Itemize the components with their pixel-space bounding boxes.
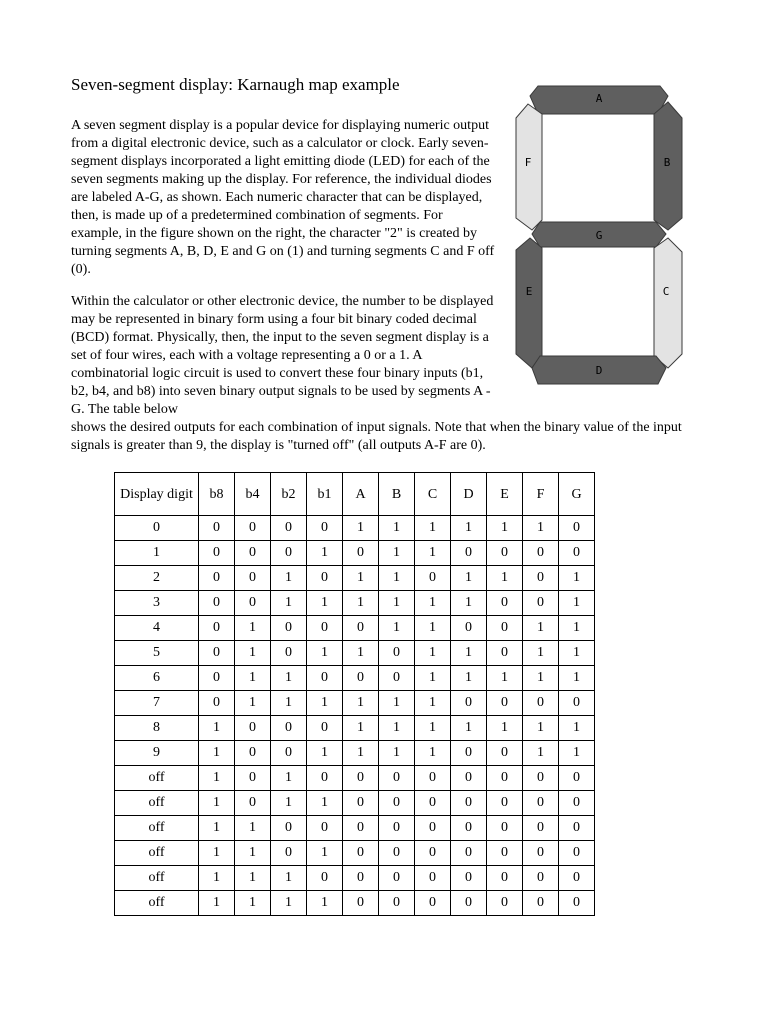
table-cell: 0 [379,666,415,691]
header-b8: b8 [199,473,235,516]
table-cell: 0 [415,766,451,791]
table-cell: 1 [523,616,559,641]
table-cell: 0 [415,866,451,891]
table-cell: 0 [379,766,415,791]
table-cell: 0 [559,866,595,891]
table-cell: 0 [487,541,523,566]
table-cell: 1 [271,891,307,916]
table-cell: 0 [559,891,595,916]
table-row [115,791,595,816]
table-cell: 1 [451,516,487,541]
table-cell: 0 [271,641,307,666]
display-digit-cell: off [115,891,199,916]
header-A: A [343,473,379,516]
table-cell: 1 [415,616,451,641]
header-row [115,473,595,516]
bcd-paragraph: Within the calculator or other electronic device, the number to be displayed may be represented in binary form using a four bit binary coded decimal (BCD) format. Physically, then, the input to the seven segment display is a set of four wires, each with a voltage representing a 0 or a 1. A combinatorial logic circuit is used to convert these four binary inputs (b1, b2, b4, and b8) into seven binary output signals to be used by segments A - G. The table below [71,294,494,417]
table-cell: 0 [199,516,235,541]
table-cell: 1 [271,691,307,716]
table-cell: 0 [487,791,523,816]
table-cell: 0 [451,891,487,916]
table-cell: 1 [379,566,415,591]
segment-label-E: E [525,285,533,298]
segment-label-D: D [595,364,603,377]
table-cell: 1 [415,516,451,541]
table-cell: 0 [415,791,451,816]
table-cell: 1 [343,716,379,741]
display-digit-cell: off [115,766,199,791]
table-cell: 0 [343,791,379,816]
table-row [115,591,595,616]
table-cell: 1 [307,841,343,866]
table-cell: 0 [451,841,487,866]
header-E: E [487,473,523,516]
table-row [115,716,595,741]
table-cell: 1 [271,591,307,616]
table-cell: 1 [415,716,451,741]
table-cell: 1 [307,741,343,766]
table-cell: 1 [451,641,487,666]
table-cell: 1 [451,591,487,616]
table-cell: 0 [199,566,235,591]
table-cell: 0 [523,591,559,616]
display-digit-cell: 9 [115,741,199,766]
table-cell: 0 [487,866,523,891]
display-digit-cell: 4 [115,616,199,641]
table-cell: 0 [271,541,307,566]
table-cell: 1 [451,566,487,591]
table-cell: 0 [523,541,559,566]
display-digit-cell: off [115,841,199,866]
table-cell: 0 [307,816,343,841]
table-cell: 1 [379,591,415,616]
table-cell: 1 [523,741,559,766]
table-cell: 1 [235,616,271,641]
table-cell: 0 [307,866,343,891]
table-cell: 1 [415,641,451,666]
table-row [115,866,595,891]
segment-label-C: C [662,285,670,298]
table-cell: 0 [559,816,595,841]
header-b4: b4 [235,473,271,516]
truth-table-body [115,516,595,916]
table-cell: 1 [343,516,379,541]
table-cell: 1 [271,866,307,891]
table-cell: 1 [379,716,415,741]
table-cell: 1 [271,766,307,791]
table-cell: 1 [559,641,595,666]
table-cell: 1 [523,716,559,741]
table-cell: 1 [343,741,379,766]
table-cell: 0 [199,666,235,691]
table-cell: 1 [379,616,415,641]
table-cell: 0 [307,566,343,591]
table-cell: 1 [199,741,235,766]
table-cell: 1 [199,891,235,916]
table-cell: 1 [451,716,487,741]
table-cell: 0 [487,641,523,666]
table-cell: 0 [235,516,271,541]
table-cell: 0 [379,841,415,866]
table-cell: 0 [199,616,235,641]
table-cell: 0 [343,766,379,791]
table-cell: 0 [271,841,307,866]
table-cell: 1 [343,691,379,716]
table-cell: 0 [523,816,559,841]
table-cell: 1 [559,666,595,691]
header-b2: b2 [271,473,307,516]
table-cell: 0 [307,666,343,691]
table-cell: 0 [235,741,271,766]
table-cell: 0 [271,616,307,641]
table-cell: 0 [523,866,559,891]
table-cell: 1 [523,516,559,541]
table-cell: 1 [199,791,235,816]
table-cell: 0 [343,841,379,866]
table-cell: 0 [559,791,595,816]
segment-E [516,238,542,368]
table-cell: 1 [559,716,595,741]
table-cell: 1 [379,541,415,566]
table-cell: 0 [559,541,595,566]
table-row [115,641,595,666]
table-cell: 0 [415,841,451,866]
table-cell: 0 [343,541,379,566]
table-cell: 1 [379,516,415,541]
table-cell: 0 [379,891,415,916]
segment-label-A: A [595,92,603,105]
table-cell: 0 [523,841,559,866]
table-cell: 1 [379,741,415,766]
table-cell: 1 [415,591,451,616]
table-cell: 0 [271,816,307,841]
table-cell: 1 [379,691,415,716]
table-cell: 1 [559,741,595,766]
table-cell: 1 [523,666,559,691]
table-cell: 1 [559,566,595,591]
table-cell: 1 [487,566,523,591]
table-cell: 0 [415,891,451,916]
table-cell: 0 [451,691,487,716]
truth-table-header [115,473,595,516]
table-cell: 0 [199,591,235,616]
table-cell: 1 [235,816,271,841]
truth-table [114,472,595,916]
display-digit-cell: off [115,866,199,891]
table-row [115,666,595,691]
table-cell: 1 [415,541,451,566]
table-cell: 1 [271,666,307,691]
header-display-digit: Display digit [115,473,199,516]
table-cell: 0 [487,816,523,841]
table-cell: 0 [487,691,523,716]
table-row [115,616,595,641]
header-C: C [415,473,451,516]
table-cell: 1 [559,616,595,641]
table-cell: 0 [415,566,451,591]
segment-label-F: F [524,156,532,169]
table-cell: 0 [199,641,235,666]
table-cell: 0 [271,716,307,741]
table-row [115,541,595,566]
display-digit-cell: 2 [115,566,199,591]
table-cell: 0 [559,691,595,716]
table-cell: 0 [451,816,487,841]
table-cell: 1 [307,691,343,716]
table-cell: 1 [487,666,523,691]
table-cell: 0 [487,741,523,766]
header-b1: b1 [307,473,343,516]
table-row [115,566,595,591]
display-digit-cell: 5 [115,641,199,666]
table-cell: 0 [379,791,415,816]
table-cell: 0 [451,766,487,791]
table-cell: 1 [235,891,271,916]
table-cell: 1 [343,591,379,616]
display-digit-cell: 8 [115,716,199,741]
table-cell: 1 [559,591,595,616]
table-cell: 1 [271,566,307,591]
table-cell: 0 [451,866,487,891]
table-cell: 1 [199,816,235,841]
table-row [115,741,595,766]
table-cell: 0 [379,816,415,841]
table-cell: 1 [199,716,235,741]
table-cell: 1 [307,541,343,566]
table-cell: 0 [235,566,271,591]
table-cell: 0 [415,816,451,841]
table-row [115,841,595,866]
table-cell: 0 [487,591,523,616]
table-cell: 0 [451,616,487,641]
table-cell: 0 [451,791,487,816]
table-cell: 0 [235,766,271,791]
display-digit-cell: 1 [115,541,199,566]
table-cell: 1 [415,691,451,716]
table-cell: 0 [235,716,271,741]
table-cell: 1 [307,791,343,816]
seven-segment-display [512,82,686,388]
table-cell: 0 [199,541,235,566]
table-cell: 0 [523,791,559,816]
display-digit-cell: off [115,816,199,841]
table-cell: 0 [307,616,343,641]
table-intro-paragraph: shows the desired outputs for each combination of input signals. Note that when the binary value of the input signals is greater than 9, the display is "turned off" (all outputs A-F are 0). [71,420,682,453]
intro-paragraph: A seven segment display is a popular device for displaying numeric output from a digital electronic device, such as a calculator or clock. Early seven-segment displays incorporated a light emitting diode (LED) for each of the seven segments making up the display. For reference, the individual diodes are labeled A-G, as shown. Each numeric character that can be displayed, then, is made up of a predetermined combination of segments. For example, in the figure shown on the right, the character "2" is created by turning segments A, B, D, E and G on (1) and turning segments C and F off (0). [71,118,495,277]
table-cell: 1 [235,691,271,716]
table-cell: 0 [307,766,343,791]
table-cell: 0 [343,816,379,841]
table-cell: 1 [307,641,343,666]
table-cell: 0 [523,566,559,591]
table-cell: 1 [307,891,343,916]
display-digit-cell: 3 [115,591,199,616]
header-F: F [523,473,559,516]
table-cell: 1 [235,866,271,891]
table-cell: 0 [487,766,523,791]
display-digit-cell: 0 [115,516,199,541]
display-digit-cell: 6 [115,666,199,691]
table-cell: 1 [199,841,235,866]
table-cell: 0 [271,516,307,541]
table-cell: 0 [379,641,415,666]
display-digit-cell: off [115,791,199,816]
display-digit-cell: 7 [115,691,199,716]
table-cell: 1 [307,591,343,616]
header-G: G [559,473,595,516]
segment-label-G: G [595,229,603,242]
table-row [115,691,595,716]
table-cell: 0 [307,716,343,741]
table-cell: 0 [559,516,595,541]
table-cell: 1 [415,741,451,766]
table-cell: 0 [523,766,559,791]
table-cell: 0 [523,691,559,716]
table-cell: 0 [235,791,271,816]
table-cell: 0 [379,866,415,891]
table-cell: 1 [235,666,271,691]
table-row [115,816,595,841]
segment-C [654,238,682,368]
table-cell: 0 [523,891,559,916]
table-cell: 1 [451,666,487,691]
table-cell: 0 [271,741,307,766]
table-cell: 0 [343,666,379,691]
table-row [115,766,595,791]
segment-label-B: B [663,156,671,169]
table-cell: 1 [235,641,271,666]
table-cell: 0 [451,741,487,766]
page-title: Seven-segment display: Karnaugh map example [71,75,400,94]
table-cell: 0 [235,591,271,616]
table-cell: 0 [235,541,271,566]
table-cell: 1 [199,866,235,891]
table-cell: 1 [271,791,307,816]
table-cell: 1 [343,641,379,666]
table-cell: 1 [199,766,235,791]
table-cell: 1 [487,716,523,741]
table-cell: 0 [487,841,523,866]
table-cell: 1 [343,566,379,591]
table-cell: 0 [451,541,487,566]
table-cell: 0 [343,891,379,916]
table-cell: 0 [559,841,595,866]
table-cell: 0 [487,616,523,641]
table-cell: 0 [199,691,235,716]
table-cell: 1 [487,516,523,541]
table-cell: 0 [487,891,523,916]
header-D: D [451,473,487,516]
table-cell: 1 [235,841,271,866]
table-cell: 0 [343,866,379,891]
table-cell: 1 [415,666,451,691]
table-row [115,516,595,541]
table-cell: 0 [343,616,379,641]
table-cell: 1 [523,641,559,666]
table-cell: 0 [559,766,595,791]
header-B: B [379,473,415,516]
table-cell: 0 [307,516,343,541]
table-row [115,891,595,916]
